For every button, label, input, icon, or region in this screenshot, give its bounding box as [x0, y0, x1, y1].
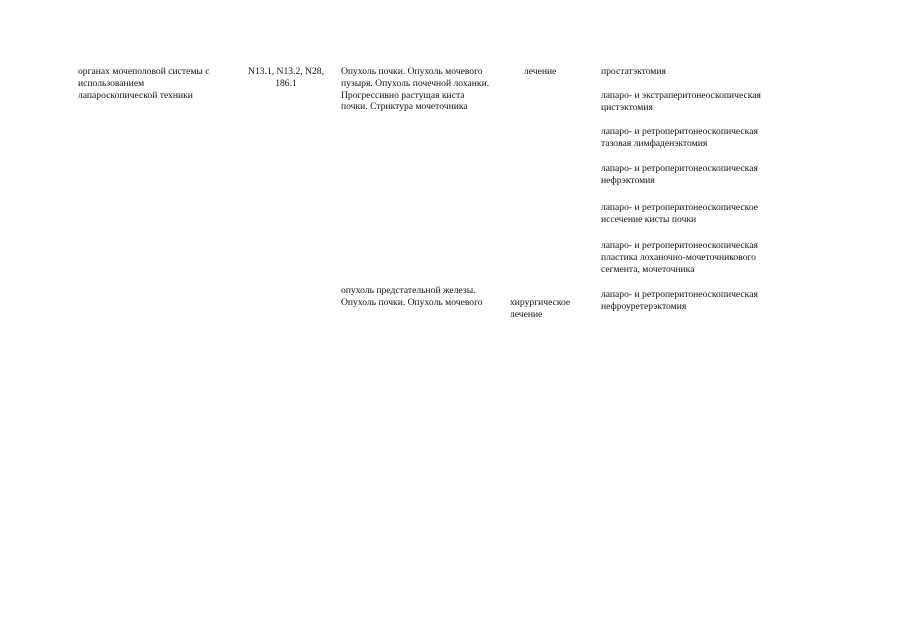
procedure-item [601, 240, 758, 275]
text-line: 186.1 [275, 77, 297, 89]
text-line: сегмента, мочеточника [601, 263, 695, 275]
text-line: хирургическое [510, 297, 571, 308]
treatment-type-cell [524, 66, 556, 78]
text-line: лапароскопической техники [78, 89, 193, 101]
procedure-item [601, 289, 758, 313]
procedure-item [601, 90, 761, 114]
text-line: Прогрессивно растущая киста [341, 89, 465, 101]
text-line: Опухоль почки. Опухоль мочевого [341, 296, 483, 308]
text-line: опухоль предстательной железы. [341, 285, 476, 296]
text-line: лапаро- и ретроперитонеоскопическая [601, 289, 758, 300]
procedure-item [601, 126, 758, 150]
text-line: лечение [510, 308, 543, 320]
text-line: органах мочеполовой системы с [78, 66, 210, 77]
procedure-item [601, 163, 758, 187]
text-line: нефроуретерэктомия [601, 300, 687, 312]
text-line: лапаро- и ретроперитонеоскопическое [601, 202, 759, 213]
diagnosis-cell [341, 66, 489, 113]
text-line: лапаро- и ретроперитонеоскопическая [601, 163, 758, 174]
text-line: простатэктомия [601, 66, 666, 77]
text-line: лапаро- и ретроперитонеоскопическая [601, 126, 758, 137]
icd-codes-cell [242, 66, 330, 90]
text-line: тазовая лимфаденэктомия [601, 137, 708, 149]
text-line: иссечение кисты почки [601, 213, 697, 225]
text-line: лапаро- и ретроперитонеоскопическая [601, 240, 758, 251]
procedure-item [601, 202, 758, 226]
text-line: лапаро- и экстраперитонеоскопическая [601, 90, 761, 101]
text-line: Опухоль почки. Опухоль мочевого [341, 66, 483, 77]
text-line: пластика лоханочно-мочеточникового [601, 251, 756, 263]
text-line: использованием [78, 77, 145, 89]
text-line: цистэктомия [601, 101, 653, 113]
procedure-item [601, 66, 666, 78]
care-area-cell [78, 66, 210, 101]
text-line: нефрэктомия [601, 174, 655, 186]
text-line: N13.1, N13.2, N28, [248, 66, 324, 77]
text-line: лечение [524, 66, 557, 77]
text-line: почки. Стриктура мочеточника [341, 101, 468, 113]
diagnosis-cell [341, 285, 483, 309]
text-line: пузыря. Опухоль почечной лоханки. [341, 77, 490, 89]
treatment-type-cell [510, 297, 570, 321]
